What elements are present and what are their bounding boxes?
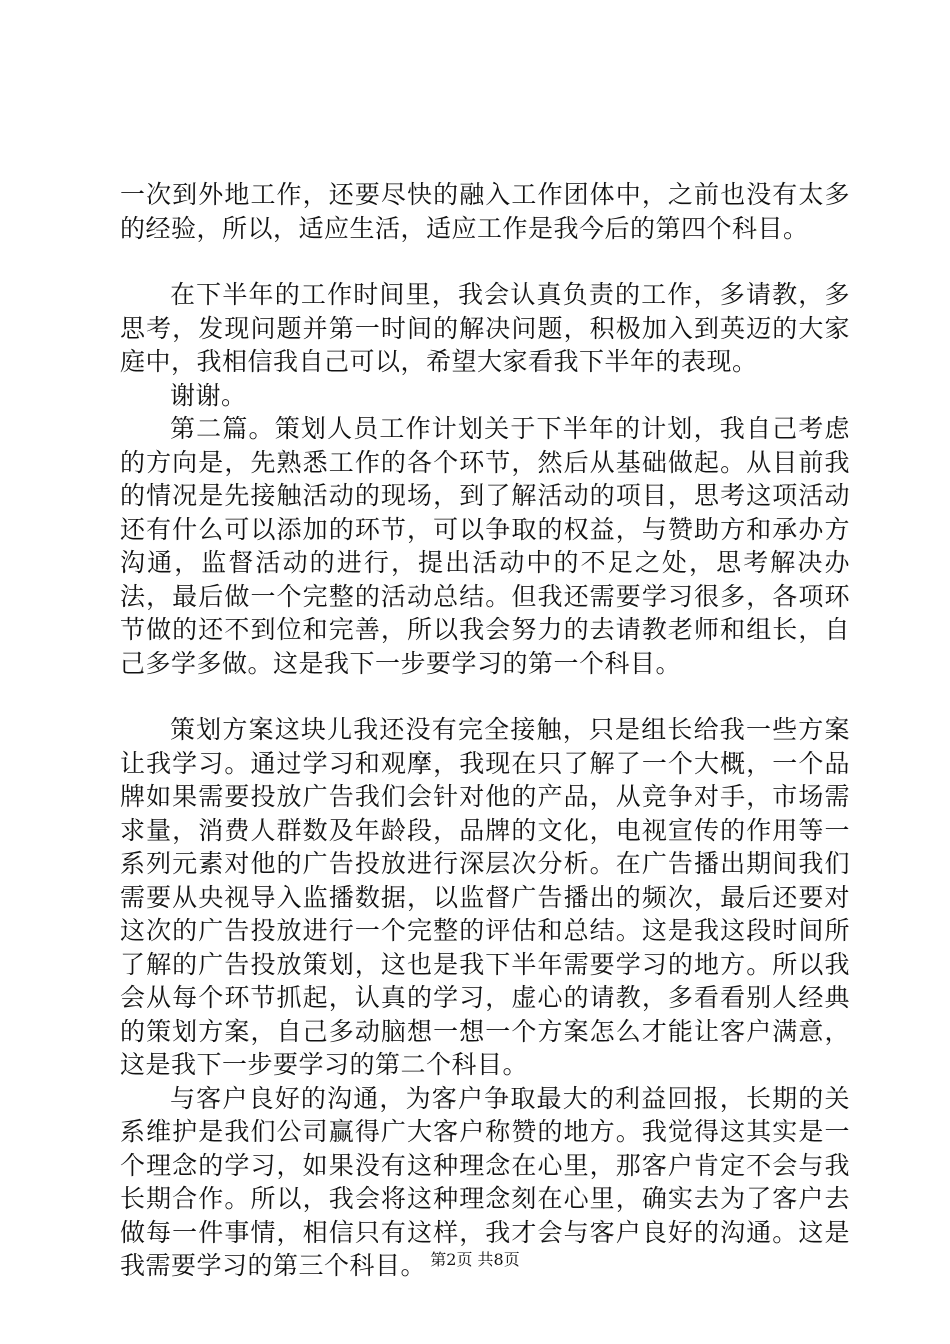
- paragraph-part-two: 第二篇。策划人员工作计划关于下半年的计划，我自己考虑的方向是，先熟悉工作的各个环节，然后从基础做起。从目前我的情况是先接触活动的现场，到了解活动的项目，思考这项活动还有什么可以添加的环节，可以争取的权益，与赞助方和承办方沟通，监督活动的进行，提出活动中的不足之处，思考解决办法，最后做一个完整的活动总结。但我还需要学习很多，各项环节做的还不到位和完善，所以我会努力的去请教老师和组长，自己多学多做。这是我下一步要学习的第一个科目。: [120, 414, 850, 678]
- paragraph-planning-scheme: 策划方案这块儿我还没有完全接触，只是组长给我一些方案让我学习。通过学习和观摩，我现在只了解了一个大概，一个品牌如果需要投放广告我们会针对他的产品，从竞争对手，市场需求量，消费人群数及年龄段，品牌的文化，电视宣传的作用等一系列元素对他的广告投放进行深层次分析。在广告播出期间我们需要从央视导入监播数据，以监督广告播出的频次，最后还要对这次的广告投放进行一个完整的评估和总结。这是我这段时间所了解的广告投放策划，这也是我下半年需要学习的地方。所以我会从每个环节抓起，认真的学习，虚心的请教，多看看别人经典的策划方案，自己多动脑想一想一个方案怎么才能让客户满意，这是我下一步要学习的第二个科目。: [120, 715, 850, 1079]
- page-footer: 第2页 共8页: [430, 1250, 520, 1269]
- paragraph-second-half-plan: 在下半年的工作时间里，我会认真负责的工作，多请教，多思考，发现问题并第一时间的解决问题，积极加入到英迈的大家庭中，我相信我自己可以，希望大家看我下半年的表现。: [120, 280, 850, 376]
- paragraph-client-communication: 与客户良好的沟通，为客户争取最大的利益回报，长期的关系维护是我们公司赢得广大客户称赞的地方。我觉得这其实是一个理念的学习，如果没有这种理念在心里，那客户肯定不会与我长期合作。所以，我会将这种理念刻在心里，确实去为了客户去做每一件事情，相信只有这样，我才会与客户良好的沟通。这是我需要学习的第三个科目。: [120, 1083, 850, 1280]
- document-body: [120, 178, 850, 1283]
- paragraph-continuation: 一次到外地工作，还要尽快的融入工作团体中，之前也没有太多的经验，所以，适应生活，适应工作是我今后的第四个科目。: [120, 180, 850, 243]
- paragraph-thanks: 谢谢。: [170, 380, 247, 410]
